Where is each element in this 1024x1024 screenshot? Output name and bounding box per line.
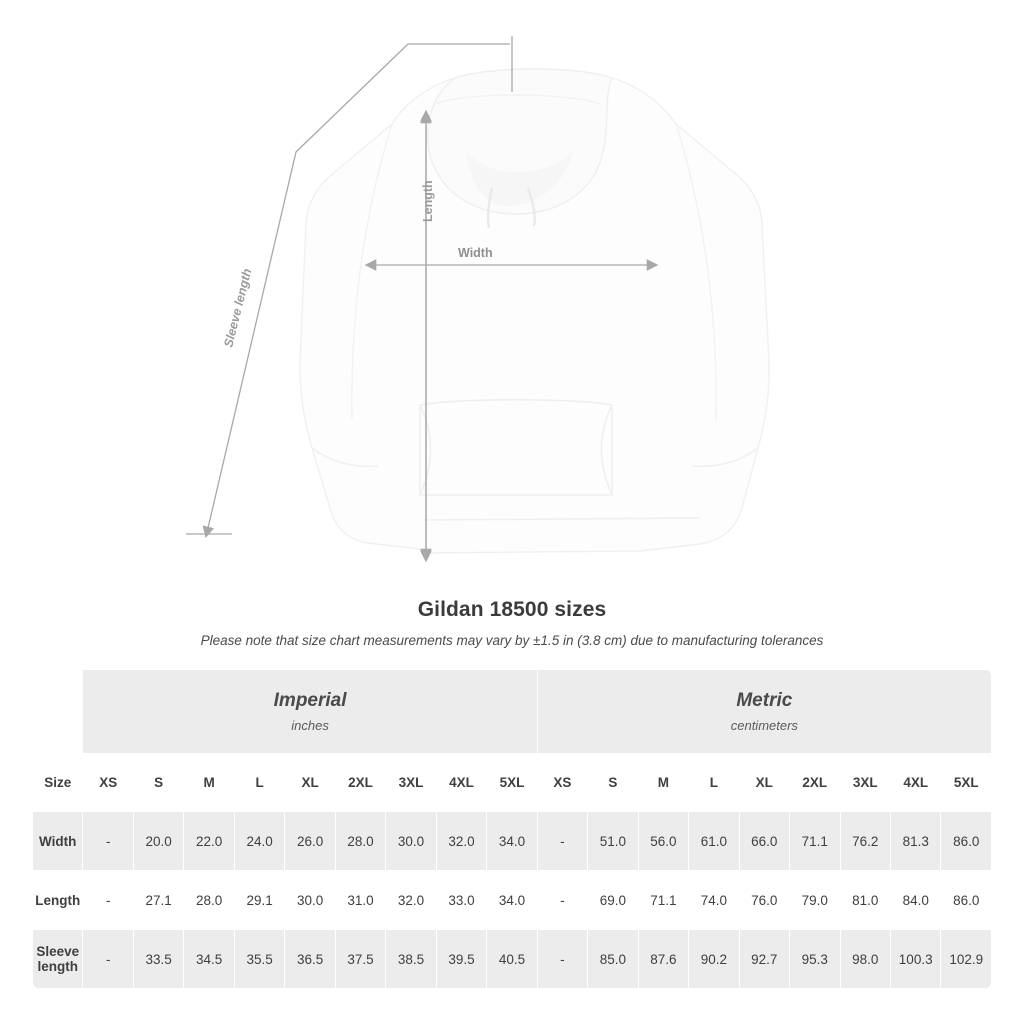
cell-sleeve-length-metric-s: 85.0 bbox=[588, 930, 638, 989]
cell-sleeve-length-imperial-s: 33.5 bbox=[133, 930, 183, 989]
cell-length-imperial-s: 27.1 bbox=[133, 871, 183, 930]
cell-length-metric-l: 74.0 bbox=[689, 871, 739, 930]
unit-subtitle: centimeters bbox=[730, 718, 798, 733]
cell-sleeve-length-metric-4xl: 100.3 bbox=[890, 930, 940, 989]
size-column-header-metric-s: S bbox=[588, 754, 638, 812]
tolerance-note: Please note that size chart measurements may vary by ±1.5 in (3.8 cm) due to manufacturing tolerances bbox=[200, 633, 824, 648]
cell-sleeve-length-metric-2xl: 95.3 bbox=[790, 930, 840, 989]
cell-width-metric-3xl: 76.2 bbox=[840, 812, 890, 871]
size-column-header-imperial-3xl: 3XL bbox=[386, 754, 436, 812]
cell-length-metric-2xl: 79.0 bbox=[790, 871, 840, 930]
unit-header-metric bbox=[537, 670, 991, 754]
title-block bbox=[0, 598, 1024, 648]
cell-length-imperial-2xl: 31.0 bbox=[335, 871, 385, 930]
cell-length-metric-xs: - bbox=[537, 871, 587, 930]
page-title: Gildan 18500 sizes bbox=[417, 598, 607, 621]
cell-width-imperial-l: 24.0 bbox=[234, 812, 284, 871]
size-column-header-imperial-4xl: 4XL bbox=[436, 754, 486, 812]
cell-sleeve-length-imperial-2xl: 37.5 bbox=[335, 930, 385, 989]
size-column-header-imperial-s: S bbox=[133, 754, 183, 812]
row-label-length: Length bbox=[33, 871, 83, 930]
length-label: Length bbox=[421, 180, 435, 222]
cell-length-metric-m: 71.1 bbox=[638, 871, 688, 930]
cell-sleeve-length-imperial-xl: 36.5 bbox=[285, 930, 335, 989]
cell-length-imperial-5xl: 34.0 bbox=[487, 871, 537, 930]
table-row bbox=[33, 871, 992, 930]
cell-width-metric-xl: 66.0 bbox=[739, 812, 789, 871]
cell-width-imperial-4xl: 32.0 bbox=[436, 812, 486, 871]
row-label-sleeve-length: Sleeve length bbox=[33, 930, 83, 989]
cell-length-imperial-m: 28.0 bbox=[184, 871, 234, 930]
cell-length-metric-4xl: 84.0 bbox=[890, 871, 940, 930]
table-row bbox=[33, 930, 992, 989]
cell-width-imperial-xl: 26.0 bbox=[285, 812, 335, 871]
hoodie-graphic bbox=[300, 69, 769, 553]
table-row bbox=[33, 812, 992, 871]
cell-sleeve-length-metric-xl: 92.7 bbox=[739, 930, 789, 989]
cell-sleeve-length-imperial-xs: - bbox=[83, 930, 133, 989]
cell-width-metric-2xl: 71.1 bbox=[790, 812, 840, 871]
unit-name: Imperial bbox=[273, 690, 347, 711]
cell-length-imperial-xs: - bbox=[83, 871, 133, 930]
cell-width-metric-4xl: 81.3 bbox=[890, 812, 940, 871]
size-column-header-imperial-5xl: 5XL bbox=[487, 754, 537, 812]
cell-width-imperial-3xl: 30.0 bbox=[386, 812, 436, 871]
cell-length-imperial-4xl: 33.0 bbox=[436, 871, 486, 930]
cell-sleeve-length-metric-m: 87.6 bbox=[638, 930, 688, 989]
width-label: Width bbox=[458, 246, 493, 260]
size-column-header-imperial-l: L bbox=[234, 754, 284, 812]
cell-length-imperial-3xl: 32.0 bbox=[386, 871, 436, 930]
size-column-header-metric-xl: XL bbox=[739, 754, 789, 812]
cell-length-metric-5xl: 86.0 bbox=[941, 871, 992, 930]
cell-sleeve-length-imperial-3xl: 38.5 bbox=[386, 930, 436, 989]
cell-length-metric-s: 69.0 bbox=[588, 871, 638, 930]
size-chart-table bbox=[32, 669, 992, 989]
size-column-header-metric-3xl: 3XL bbox=[840, 754, 890, 812]
cell-sleeve-length-metric-xs: - bbox=[537, 930, 587, 989]
size-column-header-imperial-xl: XL bbox=[285, 754, 335, 812]
cell-length-metric-3xl: 81.0 bbox=[840, 871, 890, 930]
size-column-header-metric-m: M bbox=[638, 754, 688, 812]
cell-width-imperial-xs: - bbox=[83, 812, 133, 871]
unit-header-row bbox=[33, 670, 992, 754]
cell-width-metric-s: 51.0 bbox=[588, 812, 638, 871]
cell-width-imperial-m: 22.0 bbox=[184, 812, 234, 871]
cell-sleeve-length-imperial-l: 35.5 bbox=[234, 930, 284, 989]
cell-length-imperial-l: 29.1 bbox=[234, 871, 284, 930]
row-label-width: Width bbox=[33, 812, 83, 871]
cell-length-metric-xl: 76.0 bbox=[739, 871, 789, 930]
cell-sleeve-length-imperial-5xl: 40.5 bbox=[487, 930, 537, 989]
cell-width-imperial-5xl: 34.0 bbox=[487, 812, 537, 871]
unit-subtitle: inches bbox=[291, 718, 329, 733]
cell-sleeve-length-imperial-m: 34.5 bbox=[184, 930, 234, 989]
size-column-header-imperial-2xl: 2XL bbox=[335, 754, 385, 812]
cell-width-metric-l: 61.0 bbox=[689, 812, 739, 871]
size-column-header-metric-2xl: 2XL bbox=[790, 754, 840, 812]
cell-width-imperial-s: 20.0 bbox=[133, 812, 183, 871]
size-header-cell: Size bbox=[33, 754, 83, 812]
cell-sleeve-length-imperial-4xl: 39.5 bbox=[436, 930, 486, 989]
cell-sleeve-length-metric-l: 90.2 bbox=[689, 930, 739, 989]
size-column-header-imperial-m: M bbox=[184, 754, 234, 812]
table-corner-cell bbox=[33, 670, 83, 754]
cell-width-imperial-2xl: 28.0 bbox=[335, 812, 385, 871]
size-chart-table-wrap bbox=[32, 669, 992, 989]
cell-width-metric-5xl: 86.0 bbox=[941, 812, 992, 871]
size-column-header-imperial-xs: XS bbox=[83, 754, 133, 812]
size-column-header-metric-xs: XS bbox=[537, 754, 587, 812]
cell-length-imperial-xl: 30.0 bbox=[285, 871, 335, 930]
size-header-row bbox=[33, 754, 992, 812]
unit-name: Metric bbox=[736, 690, 793, 711]
size-column-header-metric-4xl: 4XL bbox=[890, 754, 940, 812]
sleeve-length-label: Sleeve length bbox=[221, 267, 255, 349]
cell-width-metric-m: 56.0 bbox=[638, 812, 688, 871]
cell-sleeve-length-metric-3xl: 98.0 bbox=[840, 930, 890, 989]
size-column-header-metric-5xl: 5XL bbox=[941, 754, 992, 812]
cell-width-metric-xs: - bbox=[537, 812, 587, 871]
unit-header-imperial bbox=[83, 670, 537, 754]
cell-sleeve-length-metric-5xl: 102.9 bbox=[941, 930, 992, 989]
size-column-header-metric-l: L bbox=[689, 754, 739, 812]
